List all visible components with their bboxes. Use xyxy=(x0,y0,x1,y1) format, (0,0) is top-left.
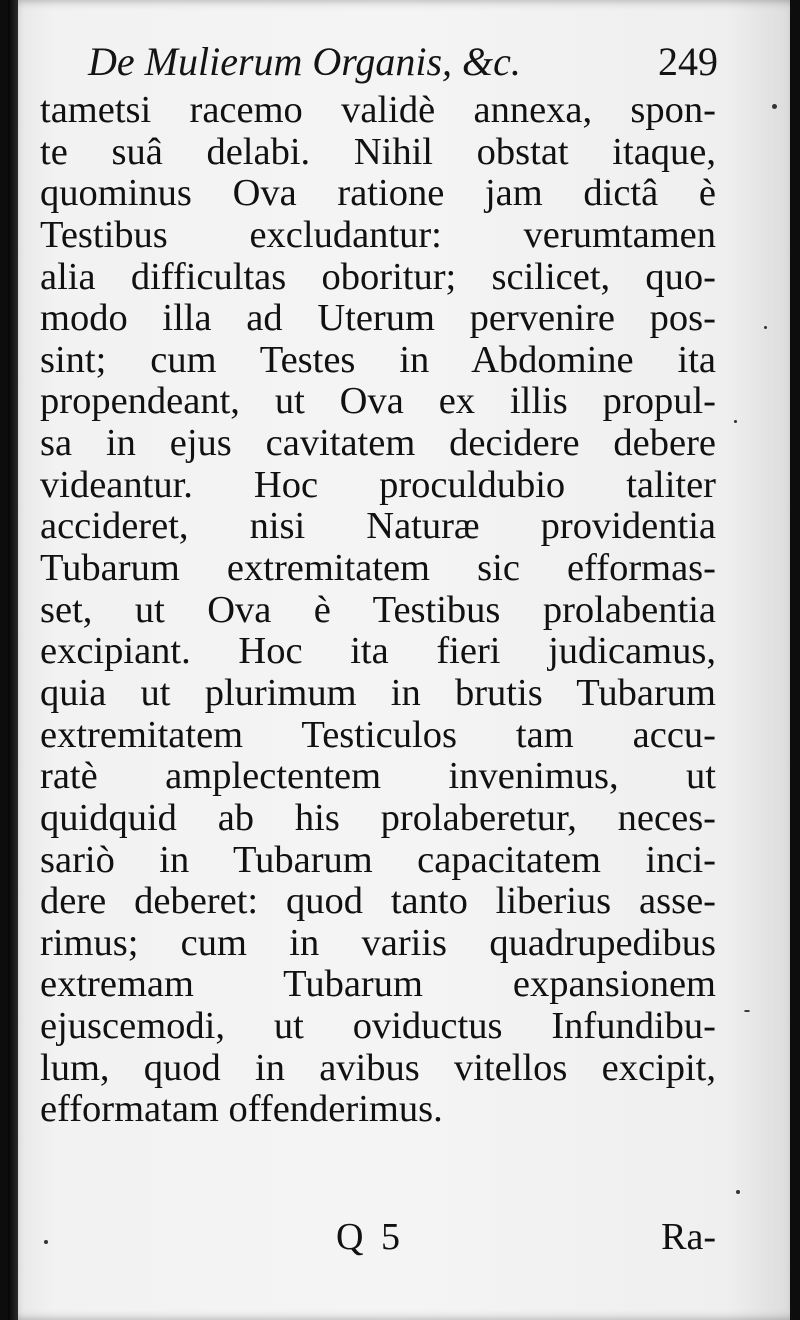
text-line: sariò in Tubarum capacitatem inci- xyxy=(40,838,716,881)
text-line: modo illa ad Uterum pervenire pos- xyxy=(40,297,716,340)
text-line: quia ut plurimum in brutis Tubarum xyxy=(40,671,716,714)
text-line: set, ut Ova è Testibus prolabentia xyxy=(40,588,716,631)
text-line: extremitatem Testiculos tam accu- xyxy=(40,713,716,756)
text-line: accideret, nisi Naturæ providentia xyxy=(40,505,716,548)
ink-speck xyxy=(772,104,777,109)
text-line: ratè amplectentem invenimus, ut xyxy=(40,755,716,798)
ink-speck xyxy=(736,1190,740,1194)
text-line: sa in ejus cavitatem decidere debere xyxy=(40,422,716,465)
running-title: De Mulierum Organis, &c. xyxy=(88,39,521,84)
text-line: propendeant, ut Ova ex illis propul- xyxy=(40,380,716,423)
text-line: rimus; cum in variis quadrupedibus xyxy=(40,921,716,964)
text-line: sint; cum Testes in Abdomine ita xyxy=(40,338,716,381)
text-line: te suâ delabi. Nihil obstat itaque, xyxy=(40,130,716,173)
text-line: Testibus excludantur: verumtamen xyxy=(40,213,716,256)
catchword: Ra- xyxy=(661,1216,716,1258)
page-footer xyxy=(40,1215,716,1265)
text-line: quidquid ab his prolaberetur, neces- xyxy=(40,796,716,839)
text-block xyxy=(40,90,716,1131)
ink-speck xyxy=(44,1240,48,1244)
text-line-last: efformatam offenderimus. xyxy=(40,1088,443,1131)
text-line: lum, quod in avibus vitellos excipit, xyxy=(40,1046,716,1089)
book-page xyxy=(8,0,790,1320)
text-line: videantur. Hoc proculdubio taliter xyxy=(40,463,716,506)
text-line: dere deberet: quod tanto liberius asse- xyxy=(40,880,716,923)
text-line: quominus Ova ratione jam dictâ è xyxy=(40,172,716,215)
text-line: extremam Tubarum expansionem xyxy=(40,963,716,1006)
page-number: 249 xyxy=(658,39,718,84)
signature-mark: Q 5 xyxy=(336,1216,404,1258)
ink-speck xyxy=(764,326,767,329)
text-line: alia difficultas oboritur; scilicet, quo- xyxy=(40,255,716,298)
running-header xyxy=(88,34,718,94)
text-line: Tubarum extremitatem sic efformas- xyxy=(40,547,716,590)
ink-speck xyxy=(744,1010,750,1012)
text-line: ejuscemodi, ut oviductus Infundibu- xyxy=(40,1005,716,1048)
book-spine-shadow xyxy=(8,0,18,1320)
text-line: tametsi racemo validè annexa, spon- xyxy=(40,89,716,131)
ink-speck xyxy=(734,420,737,423)
text-line: excipiant. Hoc ita fieri judicamus, xyxy=(40,630,716,673)
